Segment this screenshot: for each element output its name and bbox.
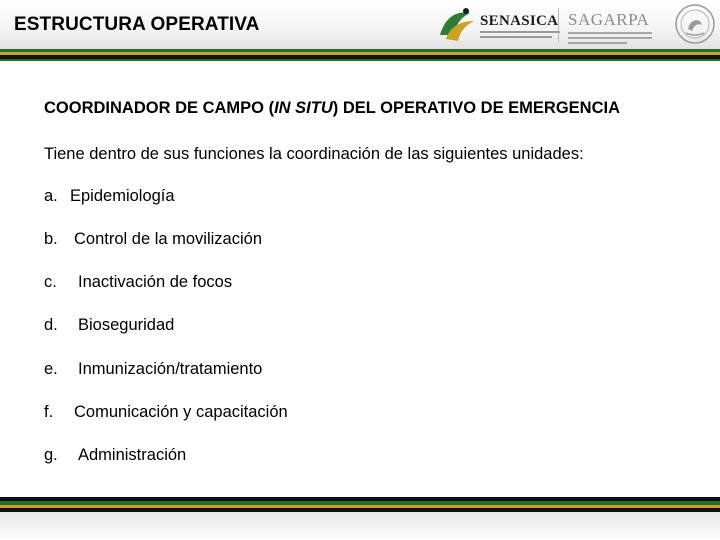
senasica-emblem-icon xyxy=(436,5,478,45)
logo-group xyxy=(430,0,720,49)
list-item: g. Administración xyxy=(44,446,187,464)
senasica-wordmark: SENASICA xyxy=(480,13,559,29)
mexico-coat-of-arms-seal-icon xyxy=(674,3,716,45)
senasica-subtitle-lines xyxy=(480,31,560,41)
list-item: e. Inmunización/tratamiento xyxy=(44,360,263,378)
footer-band xyxy=(0,512,720,540)
logo-divider xyxy=(558,8,559,42)
list-item: b. Control de la movilización xyxy=(44,230,263,248)
section-heading: COORDINADOR DE CAMPO (IN SITU) DEL OPERATIVO DE EMERGENCIA xyxy=(44,99,621,117)
senasica-logo xyxy=(436,5,564,45)
intro-text: Tiene dentro de sus funciones la coordinación de las siguientes unidades: xyxy=(44,145,584,163)
list-item: c. Inactivación de focos xyxy=(44,273,233,291)
header-stripe-green-2 xyxy=(0,59,720,61)
list-item: f. Comunicación y capacitación xyxy=(44,403,288,421)
header-bar xyxy=(0,0,720,49)
page-title: ESTRUCTURA OPERATIVA xyxy=(14,14,260,35)
sagarpa-logo xyxy=(564,4,664,46)
list-item: d. Bioseguridad xyxy=(44,316,175,334)
sagarpa-wordmark: SAGARPA xyxy=(568,10,650,29)
sagarpa-subtitle-lines xyxy=(568,32,652,47)
list-item: a. Epidemiología xyxy=(44,187,175,205)
